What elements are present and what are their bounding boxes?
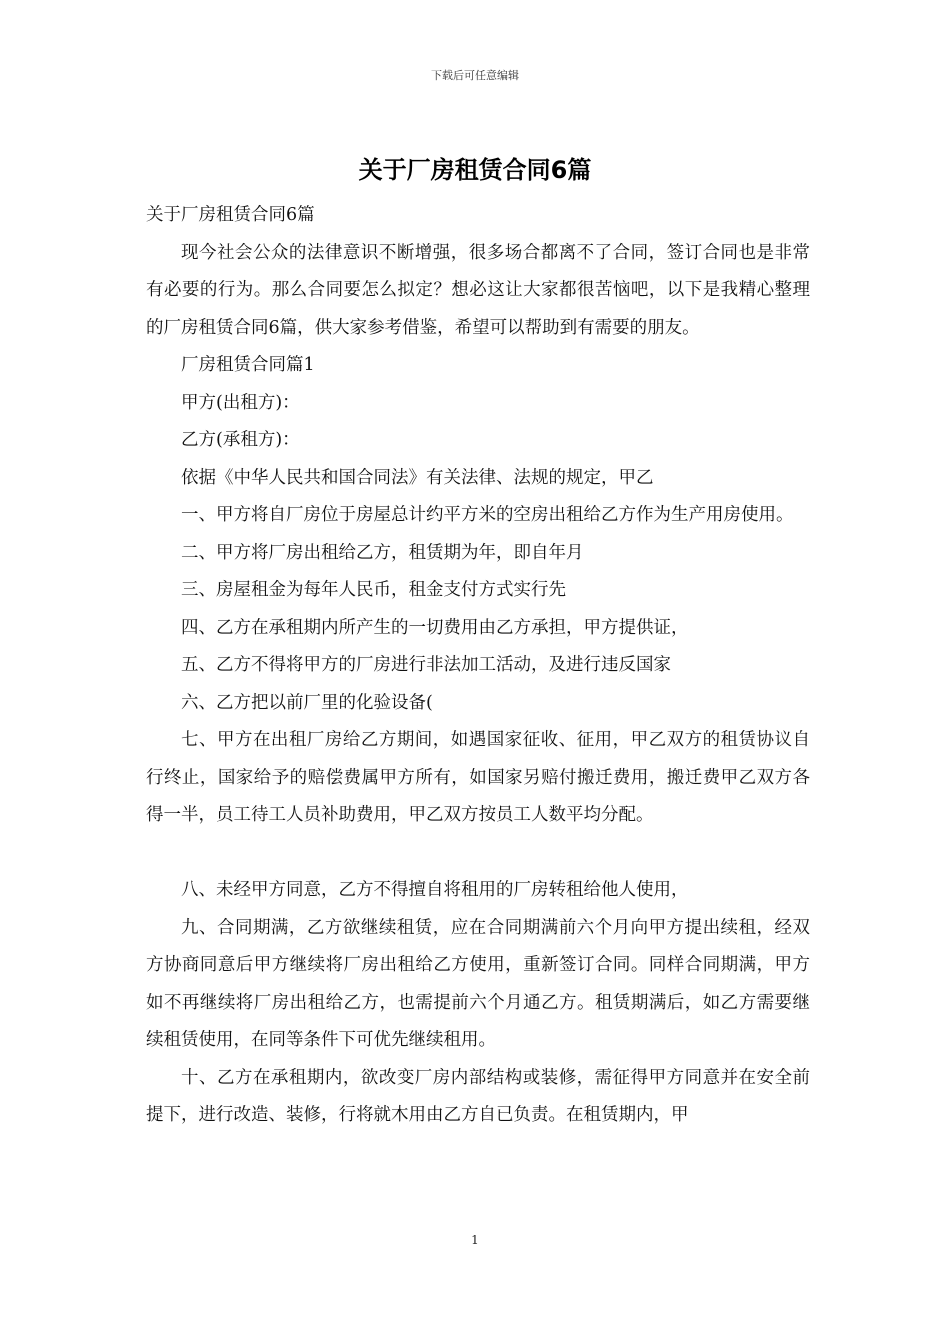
section-heading: 厂房租赁合同篇1 <box>181 355 315 375</box>
clause-paragraph: 一、甲方将自厂房位于房屋总计约平方米的空房出租给乙方作为生产用房使用。 <box>181 505 794 525</box>
legal-basis-paragraph: 依据《中华人民共和国合同法》有关法律、法规的规定，甲乙 <box>181 467 654 488</box>
clause-paragraph: 七、甲方在出租厂房给乙方期间，如遇国家征收、征用，甲乙双方的租赁协议自行终止，国家给予的赔偿费属甲方所有，如国家另赔付搬迁费用，搬迁费甲乙双方各得一半，员工待工人员补助费用，甲乙双方按员工人数平均分配。 <box>146 730 810 825</box>
clause-paragraph: 六、乙方把以前厂里的化验设备( <box>181 692 433 713</box>
document-title: 关于厂房租赁合同6篇 <box>358 156 592 184</box>
party-a-line: 甲方(出租方)： <box>181 392 300 413</box>
clause-paragraph: 四、乙方在承租期内所产生的一切费用由乙方承担，甲方提供证， <box>181 617 689 638</box>
clause-paragraph: 五、乙方不得将甲方的厂房进行非法加工活动，及进行违反国家 <box>181 655 671 675</box>
intro-paragraph: 现今社会公众的法律意识不断增强，很多场合都离不了合同，签订合同也是非常有必要的行为。那么合同要怎么拟定？想必这让大家都很苦恼吧，以下是我精心整理的厂房租赁合同6篇，供大家参考借鉴，希望可以帮助到有需要的朋友。 <box>146 242 810 338</box>
clause-paragraph: 十、乙方在承租期内，欲改变厂房内部结构或装修，需征得甲方同意并在安全前提下，进行改造、装修，行将就木用由乙方自已负责。在租赁期内，甲 <box>146 1067 810 1125</box>
clause-paragraph: 三、房屋租金为每年人民币，租金支付方式实行先 <box>181 580 566 600</box>
document-body <box>146 197 810 1135</box>
party-b-line: 乙方(承租方)： <box>181 430 300 450</box>
clause-paragraph: 二、甲方将厂房出租给乙方，租赁期为年，即自年月 <box>181 542 584 563</box>
header-note: 下载后可任意编辑 <box>431 69 519 82</box>
subtitle-line: 关于厂房租赁合同6篇 <box>146 205 315 225</box>
clause-paragraph: 八、未经甲方同意，乙方不得擅自将租用的厂房转租给他人使用， <box>181 880 689 900</box>
clause-paragraph: 九、合同期满，乙方欲继续租赁，应在合同期满前六个月向甲方提出续租，经双方协商同意后甲方继续将厂房出租给乙方使用，重新签订合同。同样合同期满，甲方如不再继续将厂房出租给乙方，也需提前六个月通乙方。租赁期满后，如乙方需要继续租赁使用，在同等条件下可优先继续租用。 <box>146 917 810 1050</box>
page-number: 1 <box>471 1233 479 1247</box>
blank-line <box>146 835 810 873</box>
